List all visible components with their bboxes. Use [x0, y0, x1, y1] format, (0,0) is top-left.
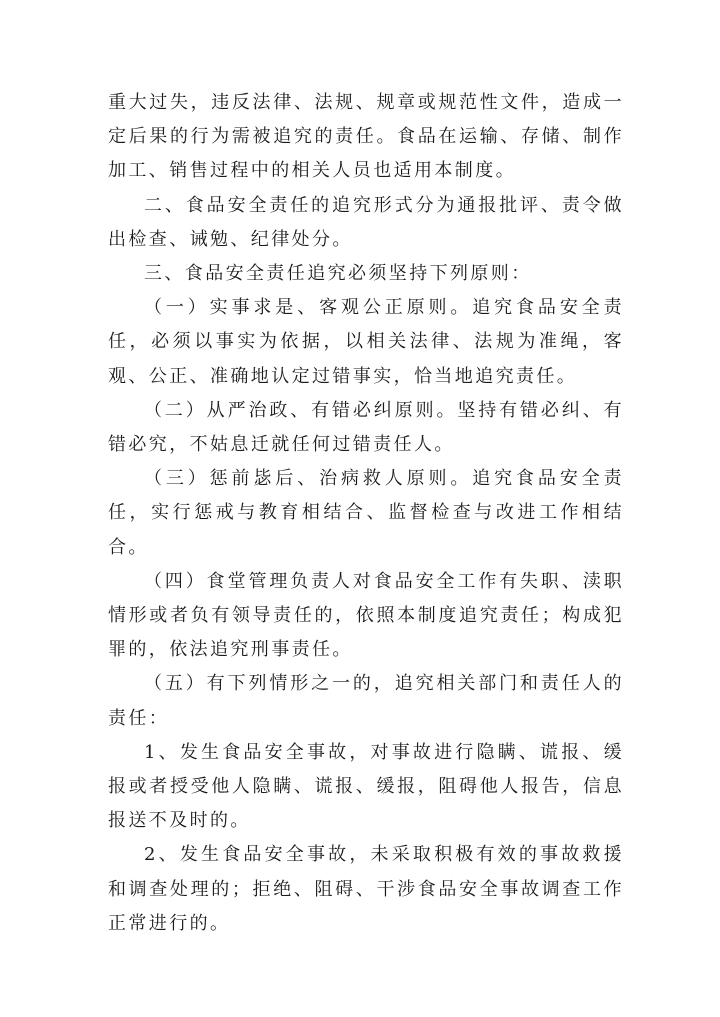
paragraph-principle-4: （四）食堂管理负责人对食品安全工作有失职、渎职情形或者负有领导责任的，依照本制度追究责任；构成犯罪的，依法追究刑事责任。	[108, 570, 624, 661]
paragraph-item-2: 2、发生食品安全事故，未采取积极有效的事故救援和调查处理的；拒绝、阻碍、干涉食品安全事故调查工作正常进行的。	[108, 844, 624, 934]
paragraph-principle-5: （五）有下列情形之一的，追究相关部门和责任人的责任：	[108, 673, 624, 729]
document-body	[108, 86, 624, 941]
paragraph-principle-2: （二）从严治政、有错必纠原则。坚持有错必纠、有错必究，不姑息迁就任何过错责任人。	[108, 399, 624, 456]
paragraph-principle-1: （一）实事求是、客观公正原则。追究食品安全责任，必须以事实为依据，以相关法律、法规为准绳，客观、公正、准确地认定过错事实，恰当地追究责任。	[108, 297, 624, 387]
paragraph-principle-3: （三）惩前毖后、治病救人原则。追究食品安全责任，实行惩戒与教育相结合、监督检查与改进工作相结合。	[108, 468, 624, 558]
paragraph-section-2: 二、食品安全责任的追究形式分为通报批评、责令做出检查、诫勉、纪律处分。	[108, 194, 624, 250]
paragraph-section-3: 三、食品安全责任追究必须坚持下列原则：	[144, 263, 532, 285]
paragraph-continuation: 重大过失，违反法律、法规、规章或规范性文件，造成一定后果的行为需被追究的责任。食品在运输、存储、制作加工、销售过程中的相关人员也适用本制度。	[108, 92, 624, 182]
paragraph-item-1: 1、发生食品安全事故，对事故进行隐瞒、谎报、缓报或者授受他人隐瞒、谎报、缓报，阻碍他人报告，信息报送不及时的。	[108, 741, 624, 832]
